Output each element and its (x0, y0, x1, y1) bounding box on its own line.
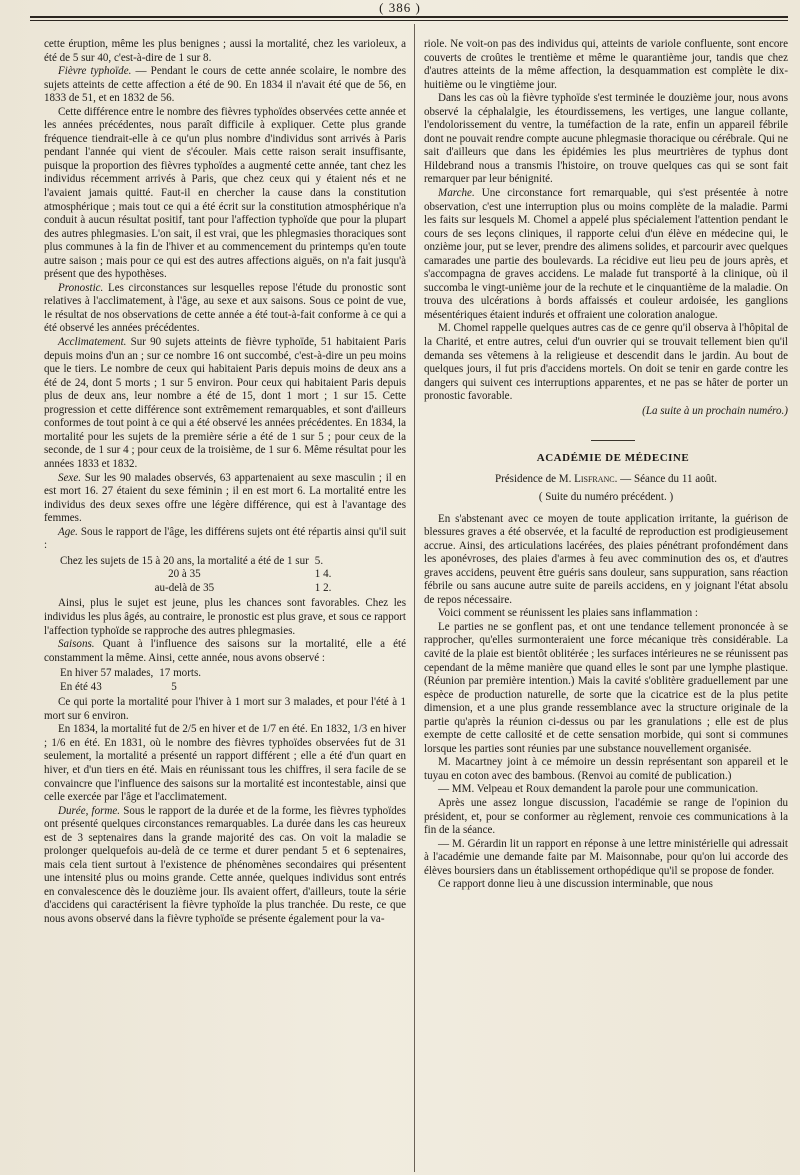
table-row: En été 43 5 (60, 680, 177, 693)
table-row: au-delà de 35 1 2. (154, 581, 332, 594)
paragraph: Le parties ne se gonflent pas, et ont une tendance tellement prononcée à se rapprocher, qu'elles surmonteraient une force mécanique très considérable. La cavité de la plaie est bientôt oblitérée ; les surfaces intérieures ne se réunissent pas cependant de la même manière que quand elles le sont par une lymphe plastique. (Réunion par première intention.) Mais la cavité s'oblitère graduellement par une espèce de production naturelle, de sorte que la cicatrice est de la plus petite dimension, et a une plus grande ressemblance avec la structure originale de la partie qu'après la réunion ci-dessus ou par les granulations ; elle est de plus exempte de cette callosité et de cette sensation morbide, qui sont si communes lorsque les parties sont réunies par une substance nouvellement organisée. (424, 620, 788, 755)
section-lead-marche: Marche. (438, 187, 475, 200)
page-number: ( 386 ) (379, 0, 421, 15)
section-lead-fievre-typhoide: Fièvre typhoïde. (58, 65, 132, 78)
table-row: Chez les sujets de 15 à 20 ans, la mortalité a été de 1 sur 5. (60, 554, 324, 567)
paragraph: Ainsi, plus le sujet est jeune, plus les chances sont favorables. Chez les individus les plus âgés, au contraire, le pronostic est plus grave, et sous ce rapport l'affection typhoïde se rapproche des autres phlegmasies. (44, 597, 406, 637)
section-lead-pronostic: Pronostic. (58, 281, 104, 294)
paragraph: Fièvre typhoïde. — Pendant le cours de cette année scolaire, le nombre des sujets atteints de cette affection a été de 90. En 1834 il n'avait été que de 56, en 1833 de 51, et en 1832 de 56. (44, 65, 406, 105)
paragraph: Pronostic. Les circonstances sur lesquelles repose l'étude du pronostic sont relatives à l'acclimatement, à l'âge, au sexe et aux saisons. Sous ce point de vue, le résultat de nos observations de cette année a été tout-à-fait conforme à ce qui a été observé les années précédentes. (44, 281, 406, 335)
season-mortality-table (60, 667, 207, 694)
paragraph: Ce qui porte la mortalité pour l'hiver à 1 mort sur 3 malades, et pour l'été à 1 mort sur 6 environ. (44, 696, 406, 722)
paragraph: Après une assez longue discussion, l'académie se range de l'opinion du président, et, pour se conformer au règlement, renvoie ces communications à la fin de la séance. (424, 796, 788, 837)
paragraph: Acclimatement. Sur 90 sujets atteints de fièvre typhoïde, 51 habitaient Paris depuis moins d'un an ; sur ce nombre 16 ont succombé, c'est-à-dire un peu moins que le tiers. Le nombre de ceux qui habitaient Paris depuis moins de deux ans a été de 24, dont 5 morts ; 1 sur 5 environ. Pour ceux qui habitaient Paris depuis plus de deux ans, leur nombre a été de 15, dont 1 mort ; 1 sur 15. Cette progression et cette différence sont extrêmement remarquables, et sont d'ailleurs conformes de tout point à ce qui a été observé les années précédentes. En 1834, la mortalité pour les sujets de la première série a été de 1 sur 5 ; pour ceux de la seconde, de 1 sur 4 ; pour ceux de la troisième, de 1 sur 6. Même résultat pour les années 1833 et 1832. (44, 336, 406, 470)
paragraph: Cette différence entre le nombre des fièvres typhoïdes observées cette année et les années précédentes, nous paraît difficile à expliquer. Cette plus grande fréquence tiendrait-elle à ce qu'un plus nombre d'individus sont arrivés à Paris pendant l'année qui vient de s'écouler. Mais cette raison serait insuffisante, puisque la proportion des fièvres typhoïdes a augmenté cette année, tant chez les individus récemment arrivés à Paris, que chez ceux qui y étaient nés et ne l'avaient jamais quitté. Faut-il en chercher la cause dans la constitution atmosphérique ; mais tout ce qui a été écrit sur la constitution atmosphérique n'a conduit à aucun résultat positif, tant pour l'affection typhoïde que pour la plupart des autres phlegmasies. L'on sait, il est vrai, que les phlegmasies thoraciques sont plus communes à la fin de l'hiver et au commencement du printemps qu'en toute autre saison ; mais pour ce qui est des autres affections aiguës, on n'a fait jusqu'à présent que des hypothèses. (44, 105, 406, 281)
president-name: Lisfranc (574, 473, 615, 486)
age-mortality-table (60, 555, 337, 596)
paragraph: Voici comment se réunissent les plaies sans inflammation : (438, 607, 698, 620)
paragraph: Age. Sous le rapport de l'âge, les différens sujets ont été répartis ainsi qu'il suit : (44, 525, 406, 552)
paragraph: Saisons. Quant à l'influence des saisons sur la mortalité, elle a été constamment la même. Ainsi, cette année, nous avons observé : (44, 638, 406, 664)
paragraph: cette éruption, même les plus benignes ; aussi la mortalité, chez les varioleux, a été de 5 sur 40, c'est-à-dire de 1 sur 8. (44, 38, 406, 64)
paragraph: M. Macartney joint à ce mémoire un dessin représentant son appareil et le tuyau en coton avec des bambous. (Renvoi au comité de publication.) (424, 756, 788, 782)
continued-note: ( Suite du numéro précédent. ) (538, 490, 674, 503)
paragraph: En 1834, la mortalité fut de 2/5 en hiver et de 1/7 en été. En 1832, 1/3 en hiver ; 1/6 en été. En 1831, où le nombre des fièvres typhoïdes observées fut de 31 seulement, la mortalité a présenté un rapport différent ; elle a été d'un quart en hiver, et d'un tiers en été. Mais en réunissant tous les chiffres, il sera facile de se convaincre que l'influence des saisons sur la mortalité est incontestable, ainsi que celle exercée par l'âge et l'acclimatement. (44, 723, 406, 804)
section-lead-sexe: Sexe. (58, 471, 81, 484)
paragraph: riole. Ne voit-on pas des individus qui, atteints de variole confluente, sont encore couverts de croûtes le trentième et même le quarantième jour, tandis que chez d'autres atteints de la même affection, la desquammation est complète le dix-huitième ou le vingtième jour. (424, 38, 788, 91)
paragraph: En s'abstenant avec ce moyen de toute application irritante, la guérison de blessures graves a été observée, et la faculté de reproduction est prodigieusement accrue. Ainsi, des articulations lacérées, des plaies pénétrant profondément dans les aponévroses, des plaies d'armes à feu avec comminution des os, et d'autres graves accidens, peuvent être guéris sans douleur, sans suppuration, sans réaction fébrile ou sans aucune autre suite de pareils accidens, en y joignant l'état absolu de repos nécessaire. (424, 512, 788, 606)
paragraph: — M. Gérardin lit un rapport en réponse à une lettre ministérielle qui adressait à l'académie une demande faite par M. Maisonnabe, pour qu'on lui accorde des élèves boursiers dans un établissement orthopédique qu'il se propose de fonder. (424, 837, 788, 877)
paragraph: M. Chomel rappelle quelques autres cas de ce genre qu'il observa à l'hôpital de la Charité, et entre autres, celui d'un ouvrier qui se trouvait tellement bien qu'il demanda ses vêtemens à la religieuse et descendit dans le jardin. Au bout de quelques jours, il fut pris d'accidens mortels. On doit se tenir en garde contre les dangers qui suivent ces interruptions apparentes, et ne pas se hâter de porter un pronostic favorable. (424, 322, 788, 403)
table-row: 20 à 35 1 4. (168, 568, 332, 581)
left-column (44, 38, 406, 927)
paragraph: Dans les cas où la fièvre typhoïde s'est terminée le douzième jour, nous avons observé la céphalalgie, les étourdissemens, les vertiges, une langue collante, l'endolorissement du ventre, la tuméfaction de la rate, enfin un appareil fébrile dont ne pouvait rendre compte aucune phlegmasie thoracique ou cérébrale. Qui ne sait d'ailleurs que dans les épidémies les plus meurtrières de typhus dont Hildebrand nous a transmis l'histoire, on trouve quelques cas qui se sont fait remarquer par leur bénignité. (424, 92, 788, 186)
paragraph: Durée, forme. Sous le rapport de la durée et de la forme, les fièvres typhoïdes ont présenté quelques circonstances remarquables. La durée dans les cas heureux est de 3 septenaires dans la grande majorité des cas. On voit la maladie se prolonger quelquefois au-delà de ce terme et durer pendant 5 et 6 septenaires, mais cela tient surtout à l'existence de phénomènes secondaires qui présentent une intensité plus ou moins grande. Cette année, quelques individus sont entrés en convalescence dès le douzième jour. Ils avaient offert, d'ailleurs, toute la série d'accidens qui caractérisent la fièvre typhoïde la plus tranchée. Du reste, ce que nous avons observé dans la fièvre typhoïde se présente également pour la va- (44, 804, 406, 925)
paragraph: — MM. Velpeau et Roux demandent la parole pour une communication. (438, 783, 759, 796)
table-row: En hiver 57 malades, 17 morts. (60, 667, 201, 680)
section-divider (424, 432, 788, 446)
paragraph: Sexe. Sur les 90 malades observés, 63 appartenaient au sexe masculin ; il en est mort 16. 27 étaient du sexe féminin ; il en est mort 6. La mortalité entre les individus des deux sexes offre une légère différence, qui est à l'avantage des femmes. (44, 471, 406, 525)
right-column (424, 38, 788, 892)
paragraph: Marche. Une circonstance fort remarquable, qui s'est présentée à notre observation, c'est une interruption plus ou moins complète de la maladie. Parmi les faits sur lesquels M. Chomel a appelé plus spécialement l'attention pendant le cours de ses leçons cliniques, il rapporte celui d'un élève en médecine qui, le onzième jour, put se lever, prendre des alimens solides, et parcourir avec quelques camarades une partie des boulevards. La récidive eut lieu peu de jours après, et s'accompagna de graves accidens. Le malade fut transporté à la clinique, où il succomba le vingt-unième jour de la rechute et le cinquantième de la maladie. On trouva des ulcérations à bords affaissés et couleur ardoisée, les ganglions mésentériques étaient indurés et offraient une coloration analogue. (424, 187, 788, 321)
header-rule (30, 16, 788, 18)
presidency-line: Présidence de M. Lisfranc. — Séance du 11 août. (494, 473, 718, 486)
header-rule-thin (30, 20, 788, 21)
section-lead-age: Age. (58, 525, 78, 538)
section-lead-duree-forme: Durée, forme. (58, 804, 121, 817)
section-lead-saisons: Saisons. (58, 638, 95, 651)
to-be-continued-note: (La suite à un prochain numéro.) (642, 404, 788, 417)
section-title: ACADÉMIE DE MÉDECINE (536, 451, 690, 464)
section-lead-acclimatement: Acclimatement. (58, 336, 127, 349)
paragraph: Ce rapport donne lieu à une discussion interminable, que nous (438, 878, 713, 891)
column-divider (414, 24, 415, 1172)
